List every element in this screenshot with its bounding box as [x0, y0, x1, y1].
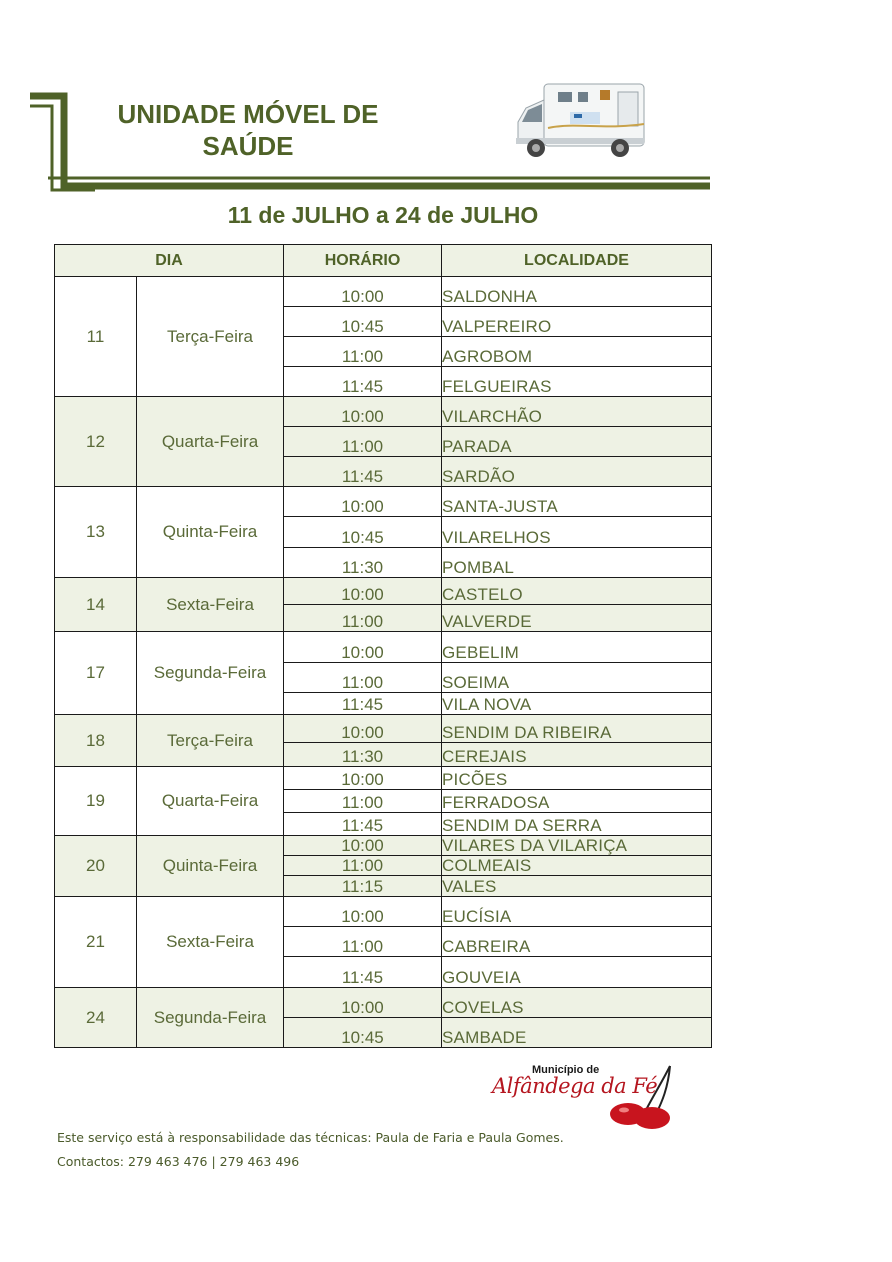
location-cell: SENDIM DA SERRA: [442, 813, 712, 836]
time-cell: 10:45: [284, 517, 442, 548]
time-cell: 11:15: [284, 876, 442, 897]
location-cell: COVELAS: [442, 988, 712, 1018]
time-cell: 10:45: [284, 1018, 442, 1048]
table-row: [55, 578, 712, 605]
table-row: [55, 632, 712, 663]
location-cell: EUCÍSIA: [442, 897, 712, 927]
header-horario: HORÁRIO: [284, 245, 442, 277]
header-dia: DIA: [55, 245, 284, 277]
page-title: [98, 98, 398, 162]
time-cell: 10:00: [284, 897, 442, 927]
time-cell: 10:00: [284, 715, 442, 743]
time-cell: 10:00: [284, 988, 442, 1018]
day-number-cell: 21: [55, 897, 137, 988]
weekday-cell: Segunda-Feira: [137, 988, 284, 1048]
location-cell: COLMEAIS: [442, 856, 712, 876]
location-cell: SANTA-JUSTA: [442, 487, 712, 517]
time-cell: 11:00: [284, 790, 442, 813]
location-cell: SENDIM DA RIBEIRA: [442, 715, 712, 743]
time-cell: 10:00: [284, 767, 442, 790]
table-row: [55, 397, 712, 427]
footer-responsibility: Este serviço está à responsabilidade das técnicas: Paula de Faria e Paula Gomes.: [57, 1130, 564, 1145]
time-cell: 10:00: [284, 836, 442, 856]
table-header-row: [55, 245, 712, 277]
location-cell: CASTELO: [442, 578, 712, 605]
title-line-2: SAÚDE: [202, 131, 294, 161]
ambulance-van-image: [514, 78, 648, 164]
time-cell: 11:45: [284, 813, 442, 836]
weekday-cell: Quinta-Feira: [137, 836, 284, 897]
location-cell: PICÕES: [442, 767, 712, 790]
table-row: [55, 988, 712, 1018]
location-cell: GOUVEIA: [442, 957, 712, 988]
day-number-cell: 18: [55, 715, 137, 767]
location-cell: VILARCHÃO: [442, 397, 712, 427]
table-row: [55, 897, 712, 927]
weekday-cell: Quarta-Feira: [137, 397, 284, 487]
time-cell: 11:45: [284, 367, 442, 397]
schedule-table: [54, 244, 712, 1048]
municipality-logo: [492, 1062, 682, 1132]
time-cell: 10:00: [284, 487, 442, 517]
location-cell: VILARELHOS: [442, 517, 712, 548]
time-cell: 10:00: [284, 578, 442, 605]
day-number-cell: 13: [55, 487, 137, 578]
time-cell: 11:00: [284, 663, 442, 693]
day-number-cell: 24: [55, 988, 137, 1048]
time-cell: 10:00: [284, 632, 442, 663]
weekday-cell: Terça-Feira: [137, 277, 284, 397]
time-cell: 11:45: [284, 457, 442, 487]
time-cell: 10:00: [284, 277, 442, 307]
day-number-cell: 19: [55, 767, 137, 836]
location-cell: POMBAL: [442, 548, 712, 578]
table-row: [55, 767, 712, 790]
day-number-cell: 12: [55, 397, 137, 487]
header-localidade: LOCALIDADE: [442, 245, 712, 277]
time-cell: 11:45: [284, 957, 442, 988]
location-cell: VALPEREIRO: [442, 307, 712, 337]
table-row: [55, 277, 712, 307]
title-line-1: UNIDADE MÓVEL DE: [117, 99, 379, 129]
footer-contacts: Contactos: 279 463 476 | 279 463 496: [57, 1154, 300, 1169]
day-number-cell: 11: [55, 277, 137, 397]
table-row: [55, 715, 712, 743]
location-cell: CABREIRA: [442, 927, 712, 957]
logo-top-text: Município de: [532, 1064, 600, 1076]
location-cell: FELGUEIRAS: [442, 367, 712, 397]
table-row: [55, 836, 712, 856]
time-cell: 11:00: [284, 856, 442, 876]
time-cell: 10:45: [284, 307, 442, 337]
time-cell: 11:45: [284, 693, 442, 715]
day-number-cell: 20: [55, 836, 137, 897]
time-cell: 11:00: [284, 337, 442, 367]
cherry-icon: [596, 1062, 682, 1132]
location-cell: VILARES DA VILARIÇA: [442, 836, 712, 856]
time-cell: 11:30: [284, 743, 442, 767]
day-number-cell: 17: [55, 632, 137, 715]
weekday-cell: Terça-Feira: [137, 715, 284, 767]
location-cell: SALDONHA: [442, 277, 712, 307]
location-cell: GEBELIM: [442, 632, 712, 663]
location-cell: SAMBADE: [442, 1018, 712, 1048]
time-cell: 11:00: [284, 605, 442, 632]
location-cell: VILA NOVA: [442, 693, 712, 715]
weekday-cell: Quarta-Feira: [137, 767, 284, 836]
time-cell: 11:00: [284, 427, 442, 457]
location-cell: PARADA: [442, 427, 712, 457]
location-cell: CEREJAIS: [442, 743, 712, 767]
location-cell: VALVERDE: [442, 605, 712, 632]
weekday-cell: Sexta-Feira: [137, 578, 284, 632]
schedule-body: [55, 277, 712, 1048]
weekday-cell: Quinta-Feira: [137, 487, 284, 578]
time-cell: 11:00: [284, 927, 442, 957]
time-cell: 11:30: [284, 548, 442, 578]
weekday-cell: Segunda-Feira: [137, 632, 284, 715]
location-cell: FERRADOSA: [442, 790, 712, 813]
location-cell: AGROBOM: [442, 337, 712, 367]
location-cell: SOEIMA: [442, 663, 712, 693]
location-cell: SARDÃO: [442, 457, 712, 487]
weekday-cell: Sexta-Feira: [137, 897, 284, 988]
time-cell: 10:00: [284, 397, 442, 427]
day-number-cell: 14: [55, 578, 137, 632]
logo-script-text: Alfândega da Fé: [492, 1074, 658, 1098]
location-cell: VALES: [442, 876, 712, 897]
period-title: 11 de JULHO a 24 de JULHO: [227, 202, 539, 228]
table-row: [55, 487, 712, 517]
